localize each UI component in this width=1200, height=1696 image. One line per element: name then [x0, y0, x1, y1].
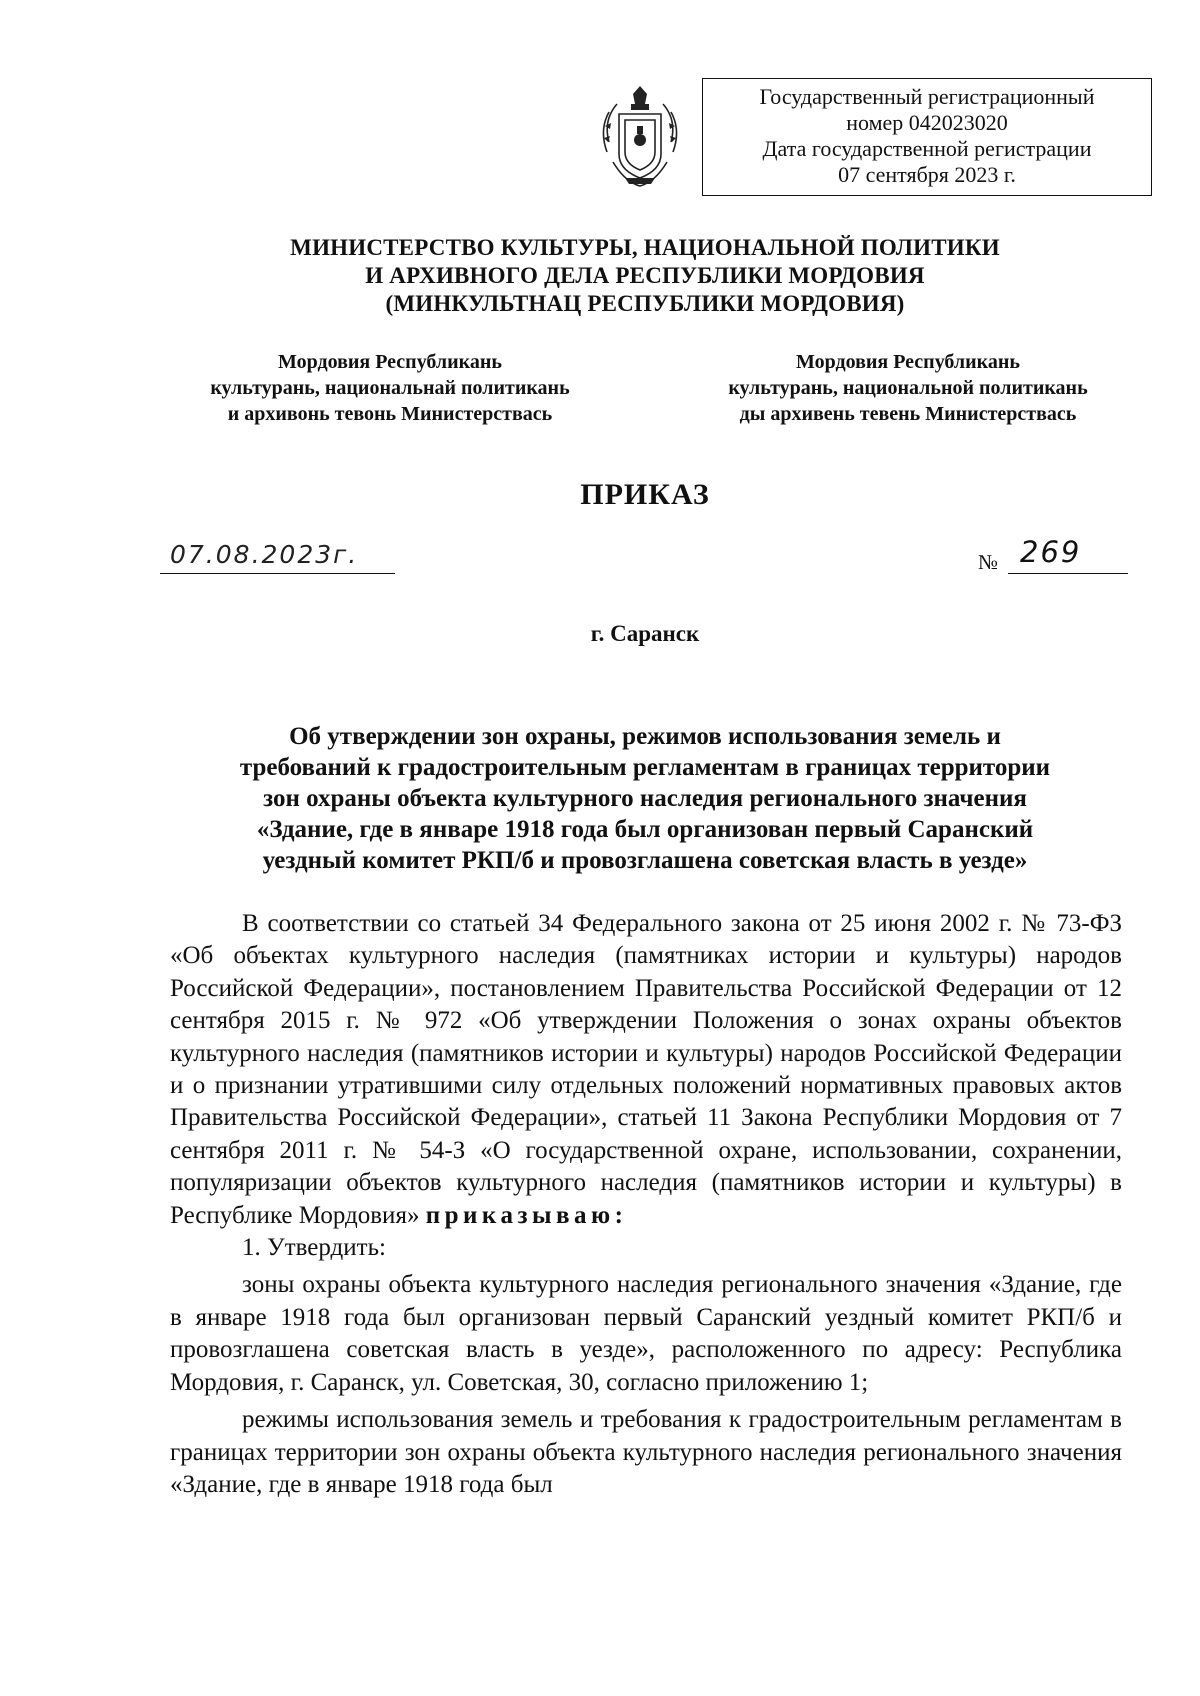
regimes-paragraph: режимы использования земель и требования к градостроительным регламентам в границах территории зон охраны объекта культурного наследия регионального значения «Здание, где в январе 1918 года был	[170, 1406, 1122, 1498]
ministry-name-erzya	[668, 349, 1148, 427]
moksha-line: культурань, национальнай политикань	[210, 377, 570, 399]
moksha-line: и архивонь тевонь Министерствась	[227, 403, 553, 425]
preamble-paragraph	[170, 908, 1122, 1232]
erzya-line: ды архивень тевень Министерствась	[739, 403, 1077, 425]
erzya-line: Мордовия Республикань	[795, 351, 1020, 373]
ministry-name-line: И АРХИВНОГО ДЕЛА РЕСПУБЛИКИ МОРДОВИЯ	[365, 263, 925, 288]
subject-line: требований к градостроительным регламентам в границах территории	[239, 754, 1051, 781]
order-body	[170, 908, 1122, 1501]
subject-line: «Здание, где в январе 1918 года был организован первый Саранский	[256, 816, 1034, 843]
subject-line: уездный комитет РКП/б и провозглашена советская власть в уезде»	[262, 847, 1028, 874]
order-number-handwritten: 269	[1008, 535, 1128, 574]
erzya-line: культурань, национальной политикань	[728, 377, 1088, 399]
registration-box	[702, 78, 1152, 196]
registration-date: 07 сентября 2023 г.	[838, 162, 1016, 187]
ministry-name-line: МИНИСТЕРСТВО КУЛЬТУРЫ, НАЦИОНАЛЬНОЙ ПОЛИТИКИ	[290, 235, 1000, 260]
zones-paragraph: зоны охраны объекта культурного наследия регионального значения «Здание, где в январе 1918 года был организован первый Саранский уездный комитет РКП/б и провозглашена советская власть в уезде», расположенного по адресу: Республика Мордовия, г. Саранск, ул. Советская, 30, согласно приложению 1;	[170, 1271, 1122, 1396]
subject-line: Об утверждении зон охраны, режимов использования земель и	[289, 723, 1001, 750]
registration-line: Государственный регистрационный	[759, 84, 1095, 109]
order-word: приказываю:	[425, 1201, 628, 1229]
city-name: г. Саранск	[590, 621, 700, 646]
document-type-title: ПРИКАЗ	[580, 478, 710, 511]
order-subject	[0, 721, 1200, 876]
order-date-handwritten: 07.08.2023г.	[160, 540, 395, 574]
moksha-line: Мордовия Республикань	[277, 351, 502, 373]
ministry-header	[0, 234, 1200, 318]
item-1: 1. Утвердить:	[242, 1234, 386, 1262]
registration-line: Дата государственной регистрации	[762, 136, 1092, 161]
ministry-name-moksha	[160, 349, 620, 427]
registration-number: номер 042023020	[846, 110, 1008, 135]
coat-of-arms-emblem	[595, 82, 685, 192]
preamble-text: В соответствии со статьей 34 Федерального закона от 25 июня 2002 г. № 73-ФЗ «Об объектах культурного наследия (памятниках истории и культуры) народов Российской Федерации», постановлением Правительства Российской Федерации от 12 сентября 2015 г. № 972 «Об утверждении Положения о зонах охраны объектов культурного наследия (памятников истории и культуры) народов Российской Федерации и о признании утратившими силу отдельных положений нормативных правовых актов Правительства Российской Федерации», статьей 11 Закона Республики Мордовия от 7 сентября 2011 г. № 54-З «О государственной охране, использовании, сохранении, популяризации объектов культурного наследия (памятников истории и культуры) в Республике Мордовия»	[170, 910, 1122, 1229]
subject-line: зон охраны объекта культурного наследия регионального значения	[263, 785, 1027, 812]
order-number-label: №	[978, 550, 999, 574]
ministry-short-name: (МИНКУЛЬТНАЦ РЕСПУБЛИКИ МОРДОВИЯ)	[385, 291, 905, 316]
